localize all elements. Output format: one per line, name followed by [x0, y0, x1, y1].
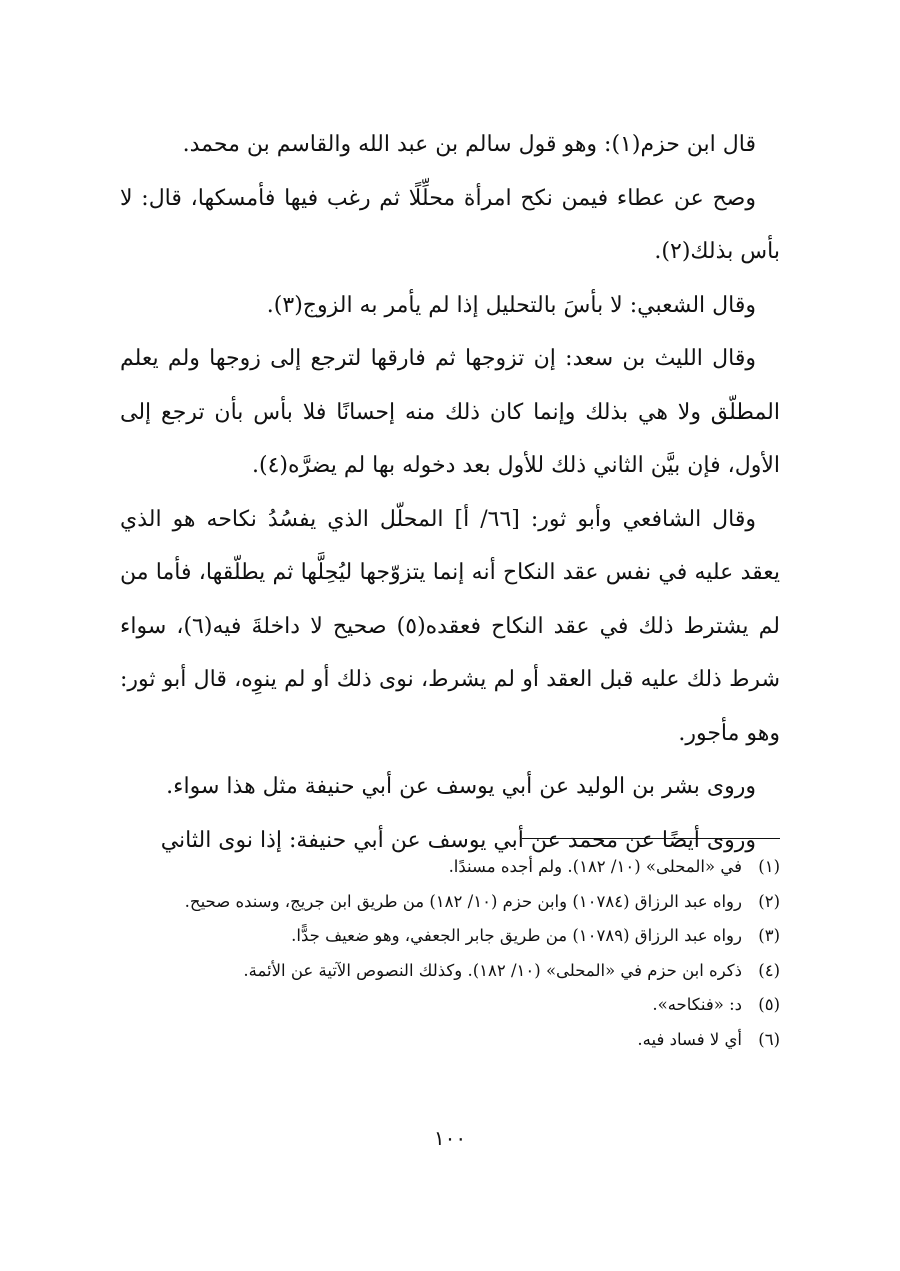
footnote-text: أي لا فساد فيه.	[637, 1029, 742, 1049]
paragraph-text: قال ابن حزم(١): وهو قول سالم بن عبد الله والقاسم بن محمد.	[182, 132, 756, 157]
paragraph-text: وروى أيضًا عن محمد عن أبي يوسف عن أبي حنيفة: إذا نوى الثاني	[160, 827, 756, 853]
footnote-number: (١)	[758, 857, 780, 876]
footnote-number: (٢)	[758, 891, 780, 911]
footnote-text: رواه عبد الرزاق (١٠٧٨٤) وابن حزم (١٠/ ١٨٢) من طريق ابن جريج، وسنده صحيح.	[184, 891, 742, 911]
paragraph-text: وقال الشافعي وأبو ثور: [٦٦/ أ] المحلّل الذي يفسُدُ نكاحه هو الذي يعقد عليه في نفس عقد النكاح أنه إنما يتزوّجها ليُحِلَّها ثم يطلّقها، فأما من لم يشترط ذلك في عقد النكاح فعقده(٥) صحيح لا داخلةَ فيه(٦)، سواء شرط ذلك عليه قبل العقد أو لم يشرط، نوى ذلك أو لم ينوِه، قال أبو ثور: وهو مأجور.	[120, 506, 780, 746]
footnote-text: ذكره ابن حزم في «المحلى» (١٠/ ١٨٢). وكذلك النصوص الآتية عن الأئمة.	[243, 960, 742, 980]
footnote	[120, 988, 780, 1023]
page-number: ١٠٠	[433, 1126, 467, 1150]
paragraph	[120, 172, 780, 279]
footnote	[120, 850, 780, 885]
paragraph-text: وقال الشعبي: لا بأسَ بالتحليل إذا لم يأمر به الزوج(٣).	[266, 292, 756, 318]
paragraph	[120, 760, 780, 814]
footnote-text: في «المحلى» (١٠/ ١٨٢). ولم أجده مسندًا.	[448, 857, 742, 876]
paragraph	[120, 493, 780, 761]
footnote	[120, 954, 780, 989]
footnote-number: (٣)	[758, 926, 780, 945]
footnote	[120, 885, 780, 920]
footnote-number: (٤)	[758, 960, 780, 980]
footnote-number: (٥)	[758, 995, 780, 1014]
paragraph-text: وصح عن عطاء فيمن نكح امرأة محلِّلًا ثم رغب فيها فأمسكها، قال: لا بأس بذلك(٢).	[120, 185, 780, 264]
footnote-text: د: «فنكاحه».	[652, 995, 742, 1014]
paragraph	[120, 332, 780, 493]
footnote-text: رواه عبد الرزاق (١٠٧٨٩) من طريق جابر الجعفي، وهو ضعيف جدًّا.	[291, 926, 742, 945]
footnote-divider	[522, 838, 780, 839]
footnote-number: (٦)	[758, 1029, 780, 1049]
paragraph-text: وقال الليث بن سعد: إن تزوجها ثم فارقها لترجع إلى زوجها ولم يعلم المطلّق ولا هي بذلك وإنما كان ذلك منه إحسانًا فلا بأس بأن ترجع إلى الأول، فإن بيَّن الثاني ذلك للأول بعد دخوله بها لم يضرَّه(٤).	[120, 346, 780, 478]
paragraph	[120, 118, 780, 172]
paragraph-text: وروى بشر بن الوليد عن أبي يوسف عن أبي حنيفة مثل هذا سواء.	[166, 774, 756, 799]
footnotes	[120, 850, 780, 1057]
main-text	[120, 118, 780, 867]
footnote	[120, 919, 780, 954]
paragraph	[120, 279, 780, 333]
footnote	[120, 1023, 780, 1058]
